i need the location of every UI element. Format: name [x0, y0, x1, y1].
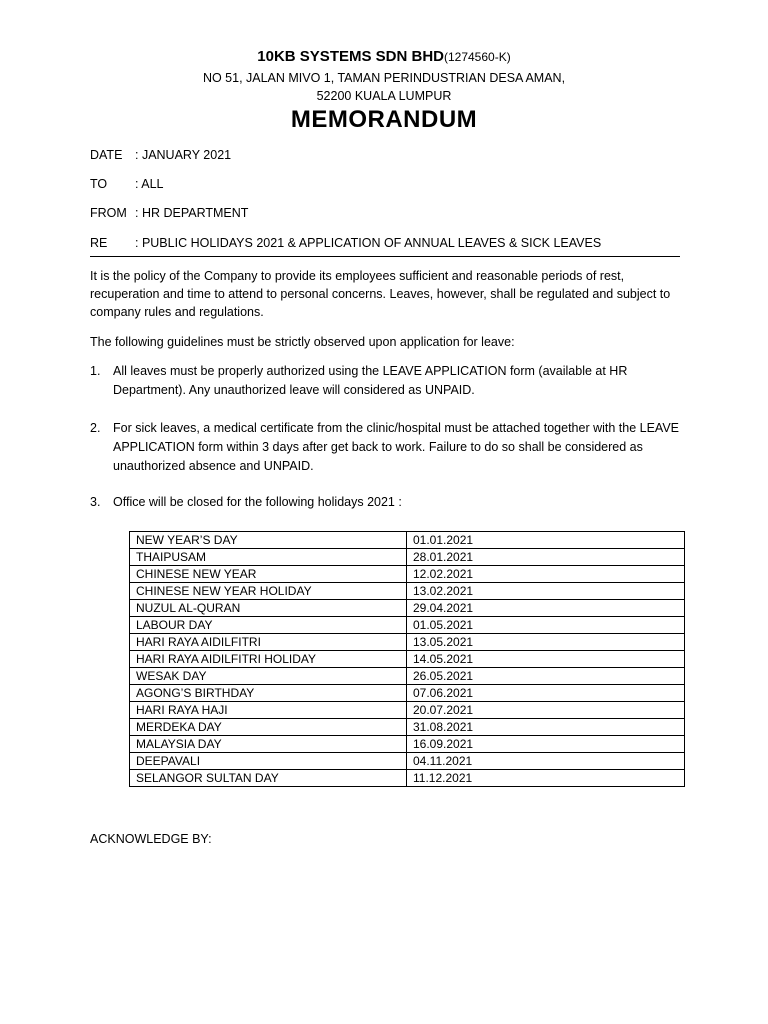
holiday-date: 26.05.2021: [407, 668, 685, 685]
list-number: 3.: [90, 495, 101, 509]
list-number: 1.: [90, 364, 101, 378]
holiday-name: LABOUR DAY: [130, 617, 407, 634]
guideline-text: Office will be closed for the following holidays 2021 :: [113, 495, 402, 509]
memo-field-value: : ALL: [135, 177, 164, 191]
memo-field-from: [90, 206, 248, 220]
holiday-name: HARI RAYA AIDILFITRI: [130, 634, 407, 651]
table-row: [130, 702, 685, 719]
table-row: [130, 532, 685, 549]
acknowledge-label: ACKNOWLEDGE BY:: [90, 832, 212, 846]
holiday-name: WESAK DAY: [130, 668, 407, 685]
holiday-date: 12.02.2021: [407, 566, 685, 583]
holiday-date: 13.02.2021: [407, 583, 685, 600]
memo-field-label: RE: [90, 236, 108, 250]
holiday-date: 14.05.2021: [407, 651, 685, 668]
table-row: [130, 600, 685, 617]
address-line-1: NO 51, JALAN MIVO 1, TAMAN PERINDUSTRIAN DESA AMAN,: [202, 71, 566, 85]
memo-field-re: [90, 236, 601, 250]
holiday-date: 01.05.2021: [407, 617, 685, 634]
holiday-name: MERDEKA DAY: [130, 719, 407, 736]
guideline-text: All leaves must be properly authorized using the LEAVE APPLICATION form (available at HR Department). Any unauthorized leave will considered as UNPAID.: [113, 364, 628, 397]
holiday-date: 28.01.2021: [407, 549, 685, 566]
holiday-name: DEEPAVALI: [130, 753, 407, 770]
holiday-date: 07.06.2021: [407, 685, 685, 702]
table-row: [130, 634, 685, 651]
memo-field-label: FROM: [90, 206, 127, 220]
holiday-date: 11.12.2021: [407, 770, 685, 787]
table-row: [130, 583, 685, 600]
table-row: [130, 549, 685, 566]
guidelines-intro: The following guidelines must be strictly observed upon application for leave:: [90, 335, 515, 349]
holiday-date: 31.08.2021: [407, 719, 685, 736]
holiday-date: 04.11.2021: [407, 753, 685, 770]
holiday-name: NUZUL AL-QURAN: [130, 600, 407, 617]
intro-paragraph: It is the policy of the Company to provide its employees sufficient and reasonable periods of rest, recuperation and time to attend to personal concerns. Leaves, however, shall be regulated and subject to company rules and regulations.: [90, 269, 671, 319]
memo-field-label: DATE: [90, 148, 123, 162]
table-row: [130, 719, 685, 736]
holiday-date: 01.01.2021: [407, 532, 685, 549]
table-row: [130, 651, 685, 668]
memo-field-label: TO: [90, 177, 108, 191]
holiday-date: 20.07.2021: [407, 702, 685, 719]
holidays-table: [129, 531, 685, 787]
memo-field-value: : PUBLIC HOLIDAYS 2021 & APPLICATION OF ANNUAL LEAVES & SICK LEAVES: [135, 236, 602, 250]
memo-field-to: [90, 177, 164, 191]
holiday-name: HARI RAYA AIDILFITRI HOLIDAY: [130, 651, 407, 668]
list-number: 2.: [90, 421, 101, 435]
guideline-item-1: [90, 362, 693, 400]
holiday-name: AGONG’S BIRTHDAY: [130, 685, 407, 702]
holiday-name: SELANGOR SULTAN DAY: [130, 770, 407, 787]
table-row: [130, 668, 685, 685]
guideline-text: For sick leaves, a medical certificate from the clinic/hospital must be attached together with the LEAVE APPLICATION form within 3 days after get back to work. Failure to do so shall be considered as unauthorized absence and UNPAID.: [113, 421, 680, 473]
holiday-name: MALAYSIA DAY: [130, 736, 407, 753]
holiday-name: CHINESE NEW YEAR HOLIDAY: [130, 583, 407, 600]
holiday-date: 13.05.2021: [407, 634, 685, 651]
table-row: [130, 566, 685, 583]
holiday-name: THAIPUSAM: [130, 549, 407, 566]
memo-field-date: [90, 148, 231, 162]
guideline-item-3: [90, 493, 693, 512]
company-heading: [0, 48, 768, 66]
holiday-date: 16.09.2021: [407, 736, 685, 753]
memo-title: MEMORANDUM: [290, 106, 478, 133]
memo-field-value: : HR DEPARTMENT: [135, 206, 249, 220]
holiday-name: NEW YEAR’S DAY: [130, 532, 407, 549]
table-row: [130, 736, 685, 753]
memo-field-value: : JANUARY 2021: [135, 148, 232, 162]
company-name: 10KB SYSTEMS SDN BHD: [257, 48, 444, 65]
table-row: [130, 770, 685, 787]
holiday-date: 29.04.2021: [407, 600, 685, 617]
table-row: [130, 617, 685, 634]
holiday-name: HARI RAYA HAJI: [130, 702, 407, 719]
address-line-2: 52200 KUALA LUMPUR: [316, 89, 452, 103]
table-row: [130, 685, 685, 702]
company-registration: (1274560-K): [443, 50, 511, 64]
table-row: [130, 753, 685, 770]
holiday-name: CHINESE NEW YEAR: [130, 566, 407, 583]
guideline-item-2: [90, 419, 693, 476]
header-divider: [90, 256, 680, 257]
